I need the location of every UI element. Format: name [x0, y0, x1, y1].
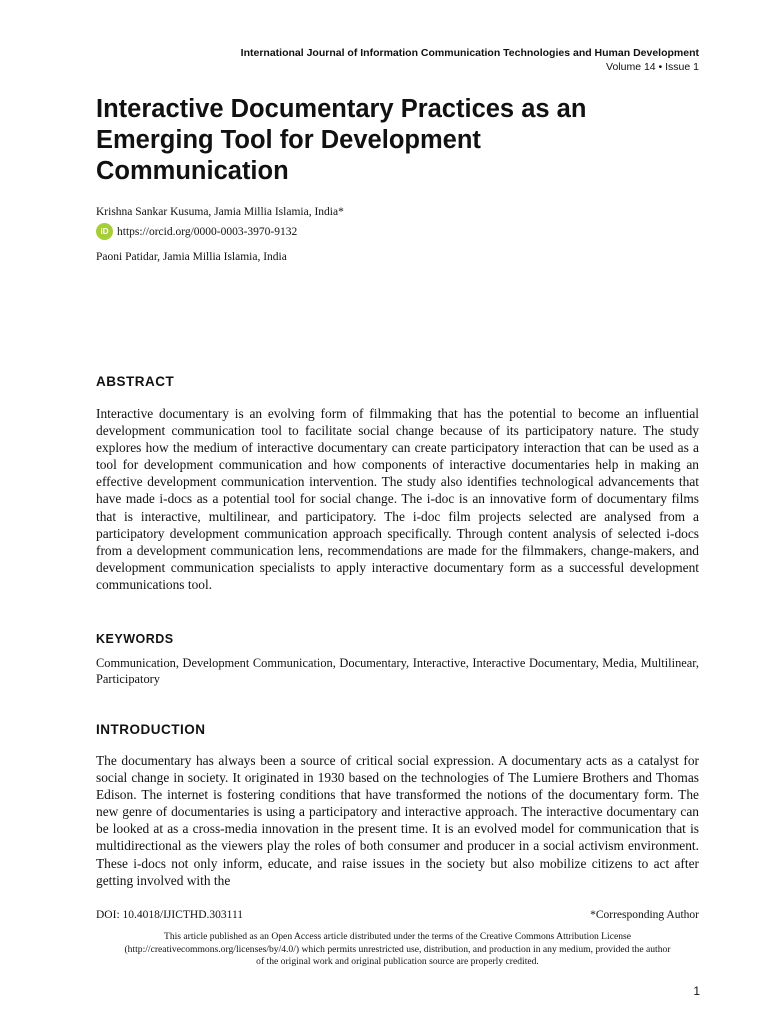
keywords-text: Communication, Development Communication, Documentary, Interactive, Interactive Documentary, Media, Multilinear, Participatory — [96, 656, 699, 686]
corresponding-author-note: *Corresponding Author — [590, 909, 699, 921]
journal-name: International Journal of Information Communication Technologies and Human Development — [240, 47, 699, 59]
orcid-row — [96, 223, 297, 240]
page-number: 1 — [693, 984, 700, 998]
doi: DOI: 10.4018/IJICTHD.303111 — [96, 909, 244, 921]
abstract-heading: ABSTRACT — [96, 374, 175, 389]
article-title: Interactive Documentary Practices as an Emerging Tool for Development Communication — [96, 95, 587, 185]
introduction-heading: INTRODUCTION — [96, 722, 206, 737]
author-secondary: Paoni Patidar, Jamia Millia Islamia, India — [96, 251, 287, 263]
footer-row — [96, 909, 699, 921]
abstract-text: Interactive documentary is an evolving form of filmmaking that has the potential to become an influential development communication tool to facilitate social change because of its participatory nature. The study explores how the medium of interactive documentary can create participatory interaction that can be used as a tool for development communication and how components of interactive documentaries help in making an effective development communication intervention. The study also identifies technological advancements that have made i-docs as a potential tool for social change. The i-doc is an innovative form of documentary films that is interactive, multilinear, and participatory. The i-doc film projects selected are analysed from a participatory development communication approach specifically. Through content analysis of selected i-docs from a development communication lens, recommendations are made for the filmmakers, change-makers, and development communication specialists to apply interactive documentary form as a successful development communications tool. — [96, 406, 699, 592]
author-primary: Krishna Sankar Kusuma, Jamia Millia Islamia, India* — [96, 206, 344, 218]
license-notice: This article published as an Open Access article distributed under the terms of the Creative Commons Attribution License (http://creativecommons.org/licenses/by/4.0/) which permits unrestricted use, distribution, and production in any medium, provided the author of the original work and original publication source are properly credited. — [124, 931, 671, 967]
keywords-heading: KEYWORDS — [96, 632, 174, 646]
orcid-link[interactable]: https://orcid.org/0000-0003-3970-9132 — [117, 225, 298, 238]
journal-header — [241, 46, 699, 74]
orcid-icon: iD — [96, 223, 113, 240]
introduction-text: The documentary has always been a source of critical social expression. A documentary acts as a catalyst for social change in society. It originated in 1930 based on the technologies of The Lumiere Brothers and Thomas Edison. The internet is fostering conditions that have transformed the notions of the documentary form. The new genre of documentaries is using a participatory and interactive approach. The interactive documentary can be looked at as a cross-media innovation in the present time. It is an evolved model for communication that is multidirectional as the viewers play the roles of both consumer and producer in a social activism environment. These i-docs not only inform, educate, and raise issues in the society but also mobilize citizens to act after getting involved with the — [96, 753, 699, 888]
volume-issue: Volume 14 • Issue 1 — [606, 61, 699, 73]
